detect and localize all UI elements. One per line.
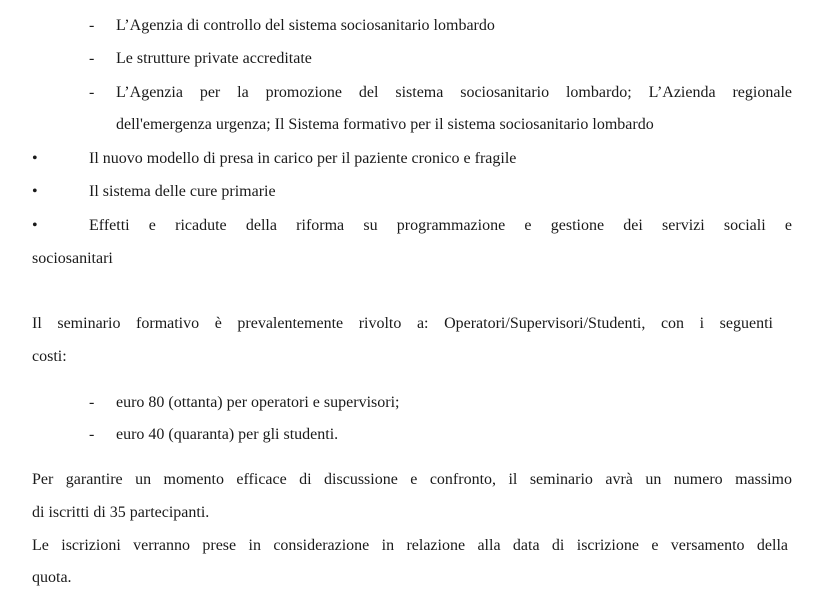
list-item: L’Agenzia per la promozione del sistema sociosanitario lombardo; L’Azienda regionale — [116, 84, 792, 101]
list-item: L’Agenzia di controllo del sistema sociosanitario lombardo — [116, 17, 495, 34]
list-item: euro 80 (ottanta) per operatori e supervisori; — [116, 394, 400, 411]
paragraph-line: di iscritti di 35 partecipanti. — [32, 504, 210, 521]
dash-marker: - — [89, 394, 95, 411]
list-item-continuation: sociosanitari — [32, 250, 113, 267]
dash-marker: - — [89, 84, 95, 101]
dash-marker: - — [89, 426, 95, 443]
paragraph-line: costi: — [32, 348, 67, 365]
bullet-marker: • — [32, 217, 38, 234]
list-item-continuation: dell'emergenza urgenza; Il Sistema formativo per il sistema sociosanitario lombardo — [116, 116, 654, 133]
paragraph-line: Il seminario formativo è prevalentemente rivolto a: Operatori/Supervisori/Studenti, con i seguenti — [32, 315, 773, 332]
list-item: euro 40 (quaranta) per gli studenti. — [116, 426, 339, 443]
dash-marker: - — [89, 17, 95, 34]
bullet-marker: • — [32, 183, 38, 200]
paragraph-line: Per garantire un momento efficace di discussione e confronto, il seminario avrà un numero massimo — [32, 471, 792, 488]
paragraph-line: quota. — [32, 569, 72, 586]
paragraph-line: Le iscrizioni verranno prese in considerazione in relazione alla data di iscrizione e versamento della — [32, 537, 788, 554]
list-item: Il sistema delle cure primarie — [89, 183, 276, 200]
dash-marker: - — [89, 50, 95, 67]
list-item: Effetti e ricadute della riforma su programmazione e gestione dei servizi sociali e — [89, 217, 792, 234]
bullet-marker: • — [32, 150, 38, 167]
list-item: Le strutture private accreditate — [116, 50, 312, 67]
list-item: Il nuovo modello di presa in carico per il paziente cronico e fragile — [89, 150, 517, 167]
